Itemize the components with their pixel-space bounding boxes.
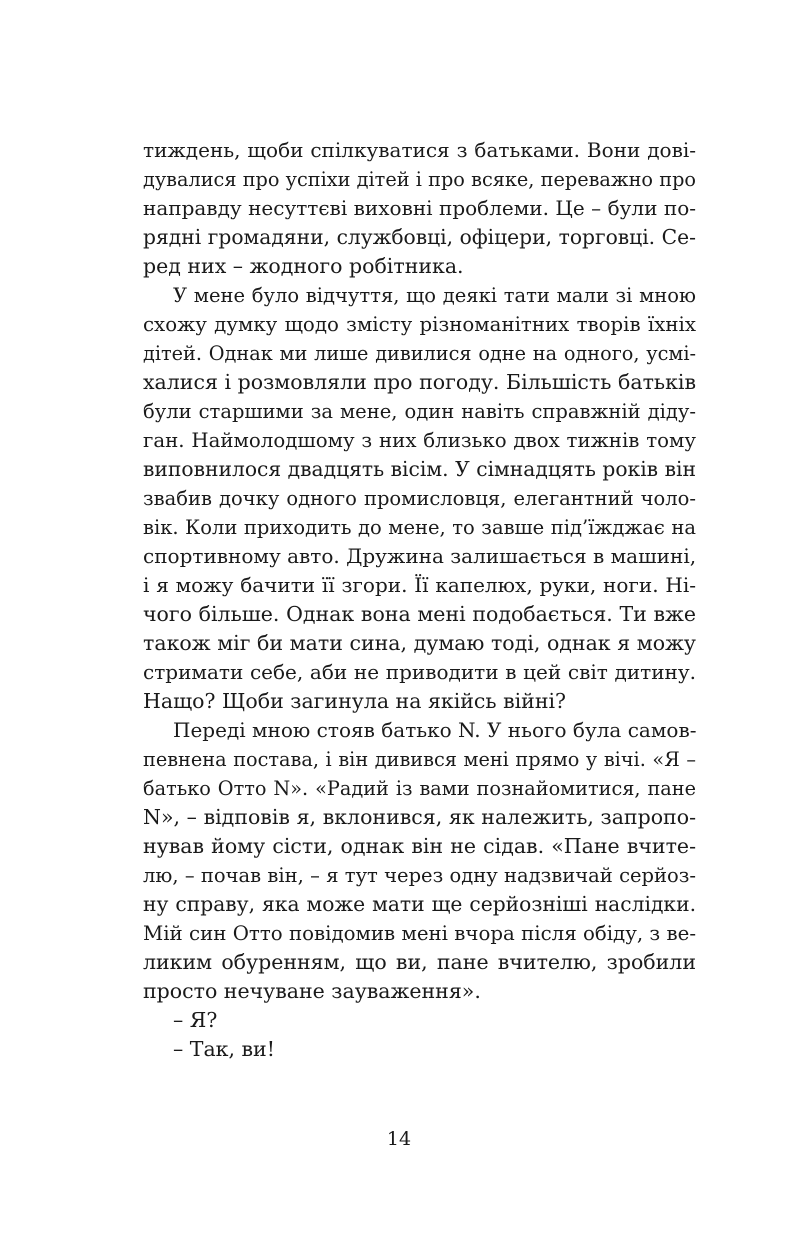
- text-line: дувалися про успіхи дітей і про всяке, переважно про: [143, 168, 696, 191]
- text-line: чого більше. Однак вона мені подобається. Ти вже: [143, 602, 696, 626]
- text-line: халися і розмовляли про погоду. Більшість батьків: [143, 370, 696, 394]
- text-line: Мій син Отто повідомив мені вчора після обіду, з ве-: [143, 922, 696, 945]
- text-line: також міг би мати сина, думаю тоді, однак я можу: [143, 631, 696, 655]
- text-line: певнена постава, і він дивився мені прямо у вічі. «Я –: [143, 748, 696, 771]
- text-line: – Я?: [173, 1008, 218, 1032]
- text-line: ред них – жодного робітника.: [143, 254, 464, 278]
- text-line: ган. Наймолодшому з них близько двох тижнів тому: [143, 429, 696, 452]
- text-line: батько Отто N». «Радий із вами познайомитися, пане: [143, 777, 696, 800]
- text-line: У мене було відчуття, що деякі тати мали зі мною: [173, 284, 696, 307]
- text-line: спортивному авто. Дружина залишається в машині,: [143, 544, 697, 568]
- text-line: N», – відповів я, вклонився, як належить, запропо-: [143, 805, 696, 829]
- text-line: ну справу, яка може мати ще серйозніші наслідки.: [143, 892, 696, 916]
- text-line: і я можу бачити її згори. Її капелюх, руки, ноги. Ні-: [143, 573, 696, 597]
- text-line: тиждень, щоби спілкуватися з батьками. Вони дові-: [143, 138, 696, 162]
- text-line: стримати себе, аби не приводити в цей світ дитину.: [143, 660, 696, 684]
- text-line: Переді мною стояв батько N. У нього була самов-: [173, 718, 697, 742]
- text-line: рядні громадяни, службовці, офіцери, торговці. Се-: [143, 225, 696, 249]
- text-line: звабив дочку одного промисловця, елегантний чоло-: [143, 487, 696, 510]
- page-number: 14: [386, 1128, 412, 1150]
- text-line: дітей. Однак ми лише дивилися одне на одного, усмі-: [143, 342, 696, 365]
- text-line: вік. Коли приходить до мене, то завше під’їжджає на: [143, 516, 696, 539]
- text-line: схожу думку щодо змісту різноманітних творів їхніх: [143, 313, 696, 336]
- body-text: [143, 136, 696, 1064]
- text-line: лю, – почав він, – я тут через одну надзвичай серйоз-: [143, 864, 696, 887]
- text-line: направду несуттєві виховні проблеми. Це – були по-: [143, 196, 696, 220]
- text-line: Нащо? Щоби загинула на якійсь війні?: [143, 689, 567, 713]
- text-line: просто нечуване зауваження».: [143, 979, 481, 1003]
- text-line: ликим обуренням, що ви, пане вчителю, зробили: [143, 950, 696, 974]
- text-line: нував йому сісти, однак він не сідав. «Пане вчите-: [143, 834, 696, 858]
- text-line: – Так, ви!: [173, 1037, 275, 1061]
- text-line: виповнилося двадцять вісім. У сімнадцять років він: [143, 457, 696, 481]
- text-line: були старшими за мене, один навіть справжній діду-: [143, 400, 696, 423]
